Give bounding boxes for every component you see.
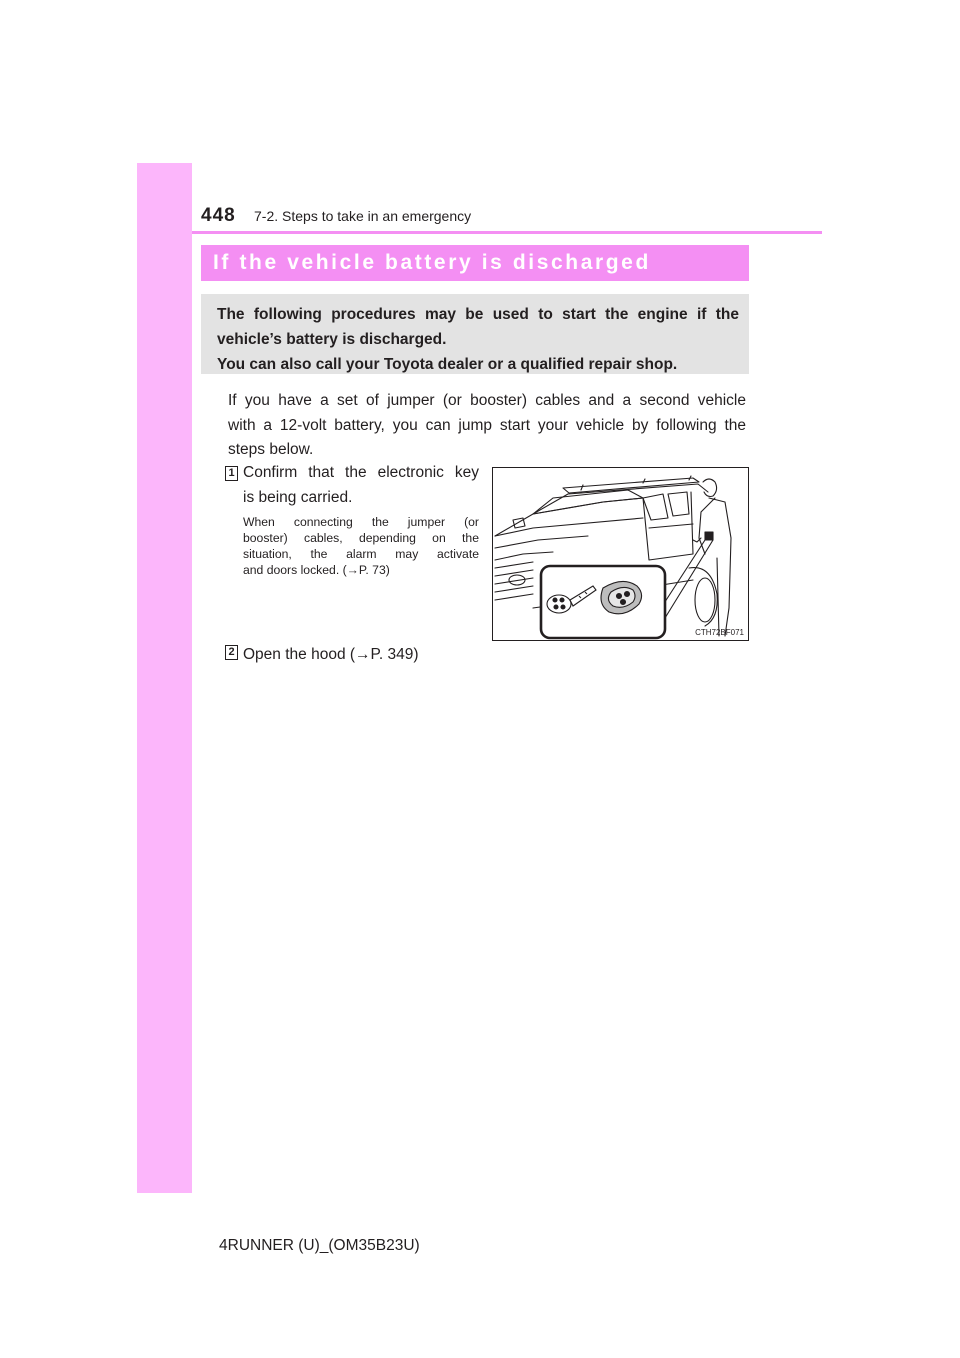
figure-code: CTH72BF071 <box>695 628 744 637</box>
section-reference: 7-2. Steps to take in an emergency <box>254 208 472 224</box>
car-with-electronic-key-icon <box>493 468 748 640</box>
page-number: 448 <box>201 205 236 226</box>
step-2-badge: 2 <box>225 645 238 660</box>
title-bar <box>201 245 749 281</box>
footer-model-code: 4RUNNER (U)_(OM35B23U) <box>219 1237 420 1254</box>
intro-line: vehicle’s battery is discharged. <box>217 331 447 348</box>
chapter-sidebar-tab <box>137 163 192 1193</box>
intro-line: You can also call your Toyota dealer or a qualified repair shop. <box>217 356 678 373</box>
body-paragraph <box>228 389 746 463</box>
step-1-line: is being carried. <box>243 488 353 506</box>
step-1-text <box>243 461 479 510</box>
body-line: steps below. <box>228 441 314 458</box>
page-title: If the vehicle battery is discharged <box>213 251 651 274</box>
body-line: If you have a set of jumper (or booster) cables and a second vehicle <box>228 392 746 409</box>
intro-line: The following procedures may be used to start the engine if the <box>217 306 739 323</box>
step-1-note-line: and doors locked. (→P. 73) <box>243 563 390 577</box>
step-1-note-line: When connecting the jumper (or <box>243 515 479 529</box>
step-2-text: Open the hood (→P. 349) <box>243 646 419 663</box>
step-1-note-line: booster) cables, depending on the <box>243 531 479 545</box>
step-1-badge: 1 <box>225 466 238 481</box>
car-key-figure <box>492 467 749 641</box>
body-line: with a 12-volt battery, you can jump start your vehicle by following the <box>228 416 746 434</box>
header-rule <box>192 231 822 234</box>
intro-box <box>201 294 749 374</box>
step-1-note <box>243 514 479 578</box>
step-1-note-line: situation, the alarm may activate <box>243 547 479 561</box>
step-1-line: Confirm that the electronic key <box>243 464 479 481</box>
